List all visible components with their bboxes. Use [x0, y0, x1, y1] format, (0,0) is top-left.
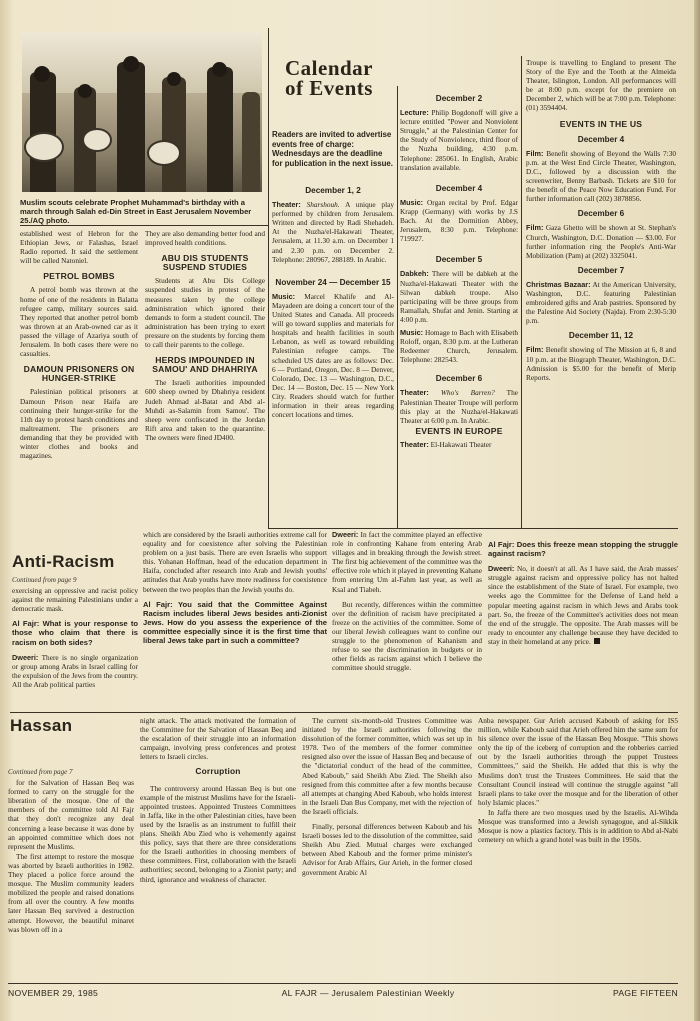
damoun-text: Palestinian political prisoners at Damoun Prison near Haifa are continuing their hunger-strike for the 11th day to protest harsh conditions and maltreatment. The prisoners are demanding that they be provided with winter clothes and books and magazines.	[20, 387, 138, 461]
left-news-column-1	[20, 229, 138, 529]
demands-text: They are also demanding better food and improved health conditions.	[145, 229, 265, 248]
damoun-heading: DAMOUN PRISONERS ON HUNGER-STRIKE	[23, 364, 135, 384]
calendar-column-3: Troupe is travelling to England to present The Story of the Eye and the Tooth at the Almeida Theater, Islington, London. All performances will be at 8:00 p.m. except for the premiere on December 2, which will be at 7:00 p.m. Telephone: (01) 3594404. EVENTS IN THE US December 4 Film: Benefit showing of Beyond the Walls 7:30 p.m. at the West End Circle Theater, Washington, D.C., followed by a discussion with the screenwriter, Benny Barbash. Tickets are $10 for the benefit of the Peace Now Education Fund. For further information call (202) 3878856. December 6 Film: Gaza Ghetto will be shown at St. Stephan's Church, Washington, D.C. Donation — $3.00. For further information ring the People's Anti-War Mobilization (Pam) at (202) 3325041. December 7 Christmas Bazaar: At the American University, Washington, D.C. featuring Palestinian embroidered gifts and Arab pastries. Sponsored by the Palestine Aid Society (Najda). From 2:30-5:30 p.m. December 11, 12 Film: Benefit showing of The Mission at 6, 8 and 10 p.m. at the Biograph Theater, Washington, D.C. Admission is $5.00 for the benefit of Merip Reports.	[526, 58, 676, 382]
anti-racism-title: Anti-Racism	[12, 552, 115, 571]
hassan-column-2: night attack. The attack motivated the formation of the Committee for the Salvation of Hassan Beq and the escalation of their struggle into an information campaign, involving press conferences and protest letters to Israeli circles. Corruption The controversy around Hassan Beq is but one example of the mistrust Muslims have for the Israeli-appointed trustees. Appointed Trustees Committees in Jaffa, like in the other Palestinian cities, have been used by the Israelis as an instrument to fulfill their plans. Sheikh Abu Zied who is vehemently against this policy, says that there are three considerations for the Israeli authorities in choosing members of these committees. First, collaboration with the Israeli authorities; second, belonging to a Zionist party; and third, ignorance and weakness of character.	[140, 716, 296, 884]
anti-racism-column-1: Continued from page 9 exercising an oppressive and racist policy against the remaining Palestinians under a democratic mask. Al Fajr: What is your response to those who claim that there is racism on both sides? Dweeri: There is no single organization or group among Arabs in Israel calling for the expulsion of the Jews from the country. All the Arab political parties	[12, 576, 138, 689]
photo-caption: Muslim scouts celebrate Prophet Muhammad's birthday with a march through Salah ed-Din Street in East Jerusalem November 25./AQ photo.	[20, 198, 252, 225]
footer-date: NOVEMBER 29, 1985	[8, 988, 99, 998]
herds-text: The Israeli authorities impounded 600 sheep owned by Dhahriya resident Judeh Ahmad al-Batat and Abd al-Muhdi as-Salamin from Samou'. The sheep were confiscated in the Jordan Rift area and taken to the quarantine. The owners were fined JD400.	[145, 378, 265, 442]
calendar-column-2: December 2 Lecture: Philip Bogdonoff will give a lecture entitled "Power and Nonviolent Struggle," at the Palestinian Center for the Study of Nonviolence, third floor of the Nuzha building, 4:30 p.m. Telephone: 285061. In English, Arabic translation available. December 4 Music: Organ recital by Prof. Edgar Krapp (Germany) with works by J.S Bach. At the Dormition Abbey, Jerusalem, 8:30 p.m. Telephone: 719927. December 5 Dabkeh: There will be dabkeh at the Nuzha/el-Hakawati Theater with the Silwan dabkeh troupe. Also participating will be three groups from Ramallah, Shufat and Jenin. Starting at 4:00 p.m. Music: Homage to Bach with Elisabeth Roloff, organ, 8:30 p.m. at the Lutheran Redeemer Church, Jerusalem. Telephone: 282543. December 6 Theater: Who's Barren? The Palestinian Theater Troupe will perform this play at the Nuzha/el-Hakawati Theater at 6:00 p.m. In Arabic. EVENTS IN EUROPE Theater: El-Hakawati Theater	[400, 94, 518, 449]
abudis-heading: ABU DIS STUDENTS SUSPEND STUDIES	[161, 253, 249, 273]
footer-page: PAGE FIFTEEN	[612, 988, 678, 998]
footer-paper: AL FAJR — Jerusalem Palestinian Weekly	[281, 988, 455, 998]
hebron-text: established west of Hebron for the Ethiopian Jews, or Falashas, Israel Radio reported. It said the settlement will be called Natoniel.	[20, 229, 138, 266]
anti-racism-column-4: Al Fajr: Does this freeze mean stopping the struggle against racism? Dweeri: No, it doesn't at all. As I have said, the Arab masses' struggle against racism and oppressive policy has not halted since the establishment of the State of Israel. For example, two weeks ago the Committee for the Defense of Land held a popular meeting against racism in which Jews and Arabs took part. So, the freeze of the Committee's activities does not mean the end of the struggle. The opposite. The Arab masses will be ready to encounter any challenge because they have decided to stay in their homeland at any price.	[488, 540, 678, 646]
petrol-bombs-heading: PETROL BOMBS	[43, 271, 115, 282]
calendar-column-1: December 1, 2 Theater: Sharshouh. A unique play performed by children from Jerusalem. Written and directed by Radi Shehadeh. At the Nuzha/el-Hakawati Theater, Jerusalem, at 11.30 a.m. on December 1 and 2.30 p.m. on December 2. Telephone: 280967, 288189. In Arabic. November 24 — December 15 Music: Marcel Khalife and Al-Mayadeen are doing a concert tour of the United States and Canada. All proceeds will go toward supplies and materials for hospitals and health facilities in south Lebanon, as well as toward rebuilding Palestinian refugee camps. The scheduled US dates are as follows: Dec. 6 — Portland, Oregon, Dec. 8 — Denver, Colorado, Dec. 13 — Washington, D.C., Dec. 14 — Boston, Dec. 15 — New York City. Readers should watch for further information in their areas regarding concert locations and times.	[272, 186, 394, 420]
anti-racism-column-3: Dweeri: In fact the committee played an effective role in confronting Kahane from entering Arab villages and in breaking through the Jewish street. The first big achievement of the committee was the effective role which it played in preventing Kahane from entering Um al-Fahm last year, as well as Ksal and Tiabeh. But recently, differences within the committee over the definition of racism have precipitated a freeze on the activities of the committee. Some of our liberal Jewish colleagues want to confine our struggle to the phenomenon of Kahanism and refuse to see the discrimination in budgets or in other fields as racism against which I believe the committee should struggle.	[332, 530, 482, 673]
hassan-column-3: The current six-month-old Trustees Committee was initiated by the Israeli authorities following the dissolution of the former committee, which was set up in 1978. Two of the members of the former committee resigned also over the issue of Hassan Beq and because of the "dictatorial conduct of the head of the committee, Abed Kaboub," said Sheikh Abu Zied. The Sheikh also resigned from this committee after a few months because all attempts at changing Abed Kaboub, who holds interest in the Israeli Dan Bus Company, met with the rejection of the Israeli officials. Finally, personal differences between Kaboub and his Israeli bosses led to the dissolution of the committee, said Sheikh Abu Zied. Mutual charges were exchanged between Abed Kaboub and the former prime minister's Advisor for Arab Affairs, Gur Arieh, in the former closed government Arabic Al	[302, 716, 472, 877]
calendar-title: Calendar of Events	[285, 58, 373, 98]
left-news-column-2	[145, 229, 265, 529]
petrol-bombs-text: A petrol bomb was thrown at the home of one of the residents in Balatta refugee camp, military sources said. They reported that another petrol bomb was thrown at an Arab-owned car as it passed the village of Azariya south of Jerusalem. In both cases there were no casualties.	[20, 285, 138, 359]
anti-racism-column-2: which are considered by the Israeli authorities extreme call for equality and for coexistence after solving the Palestinian problem on a just basis. There are even Israelis who support this. Yohanan Hoffman, head of the education department in Haifa, concluded after research into Arab and Jewish youths' attitudes that Arab youths have more readiness for coexistence between the two peoples than the Jewish youths do. Al Fajr: You said that the Committee Against Racism includes liberal Jews besides anti-Zionist Jews. How do you assess the experience of the committee especially since it is the first time that liberal Jews take part in such a committee?	[143, 530, 327, 646]
calendar-intro: Readers are invited to advertise events free of charge: Wednesdays are the deadline for publication in the next issue.	[272, 130, 394, 168]
hassan-title: Hassan	[10, 716, 73, 735]
hassan-column-1: Continued from page 7 for the Salvation of Hassan Beq was formed to carry on the struggle for the liberation of the mosque. One of the members of the committee told Al Fajr that they don't recognize any deal concerning a lease because it was done by an appointed committee which does not represent the Muslims. The first attempt to restore the mosque was aborted by Israeli authorities in 1982. They placed a police force around the mosque. The Muslim community leaders mobilized the people and raised donations from all over the country. A few months later Hassan Beq survived a destruction attempt. However, the beautiful minaret was blown off in a	[8, 768, 134, 934]
page-edge	[694, 0, 700, 1021]
hassan-column-4: Anba newspaper. Gur Arieh accused Kaboub of asking for IS5 million, while Kaboub said that Arieh offered him the same sum for his silence over the issue of the Hassan Beq Mosque. "This shows only the tip of the iceberg of corruption and the robberies carried out by the Israeli authorities through the puppet Trustees Committees," said the Sheikh. He added that this is why the Muslims don't trust the Trustees Committees. He said that the Consultant Council instead will continue the struggle against "all Israeli plans to take over the mosque and for the liberation of other holy Islamic places." In Jaffa there are two mosques used by the Israelis. Al-Wihda Mosque was transformed into a Jewish synagogue, and al-Sikkik Mosque is now a plastics factory. This is in addition to Abd al-Nabi cemetery on which a grand hotel was built in the 1950s.	[478, 716, 678, 845]
herds-heading: HERDS IMPOUNDED IN SAMOU' AND DHAHRIYA	[152, 355, 258, 375]
scouts-photo	[22, 32, 262, 192]
troupe-text: Troupe is travelling to England to present The Story of the Eye and the Tooth at the Almeida Theater, Islington, London. All performances will be at 8:00 p.m. except for the premiere on December 2, which will be at 7:00 p.m. Telephone: (01) 3594404.	[526, 58, 676, 113]
abudis-text: Students at Abu Dis College suspended studies in protest of the measures taken by the college administration which ignored their demands to form a student council. The administration has been trying to exert pressure on the students by forcing them to call their parents to the college.	[145, 276, 265, 350]
